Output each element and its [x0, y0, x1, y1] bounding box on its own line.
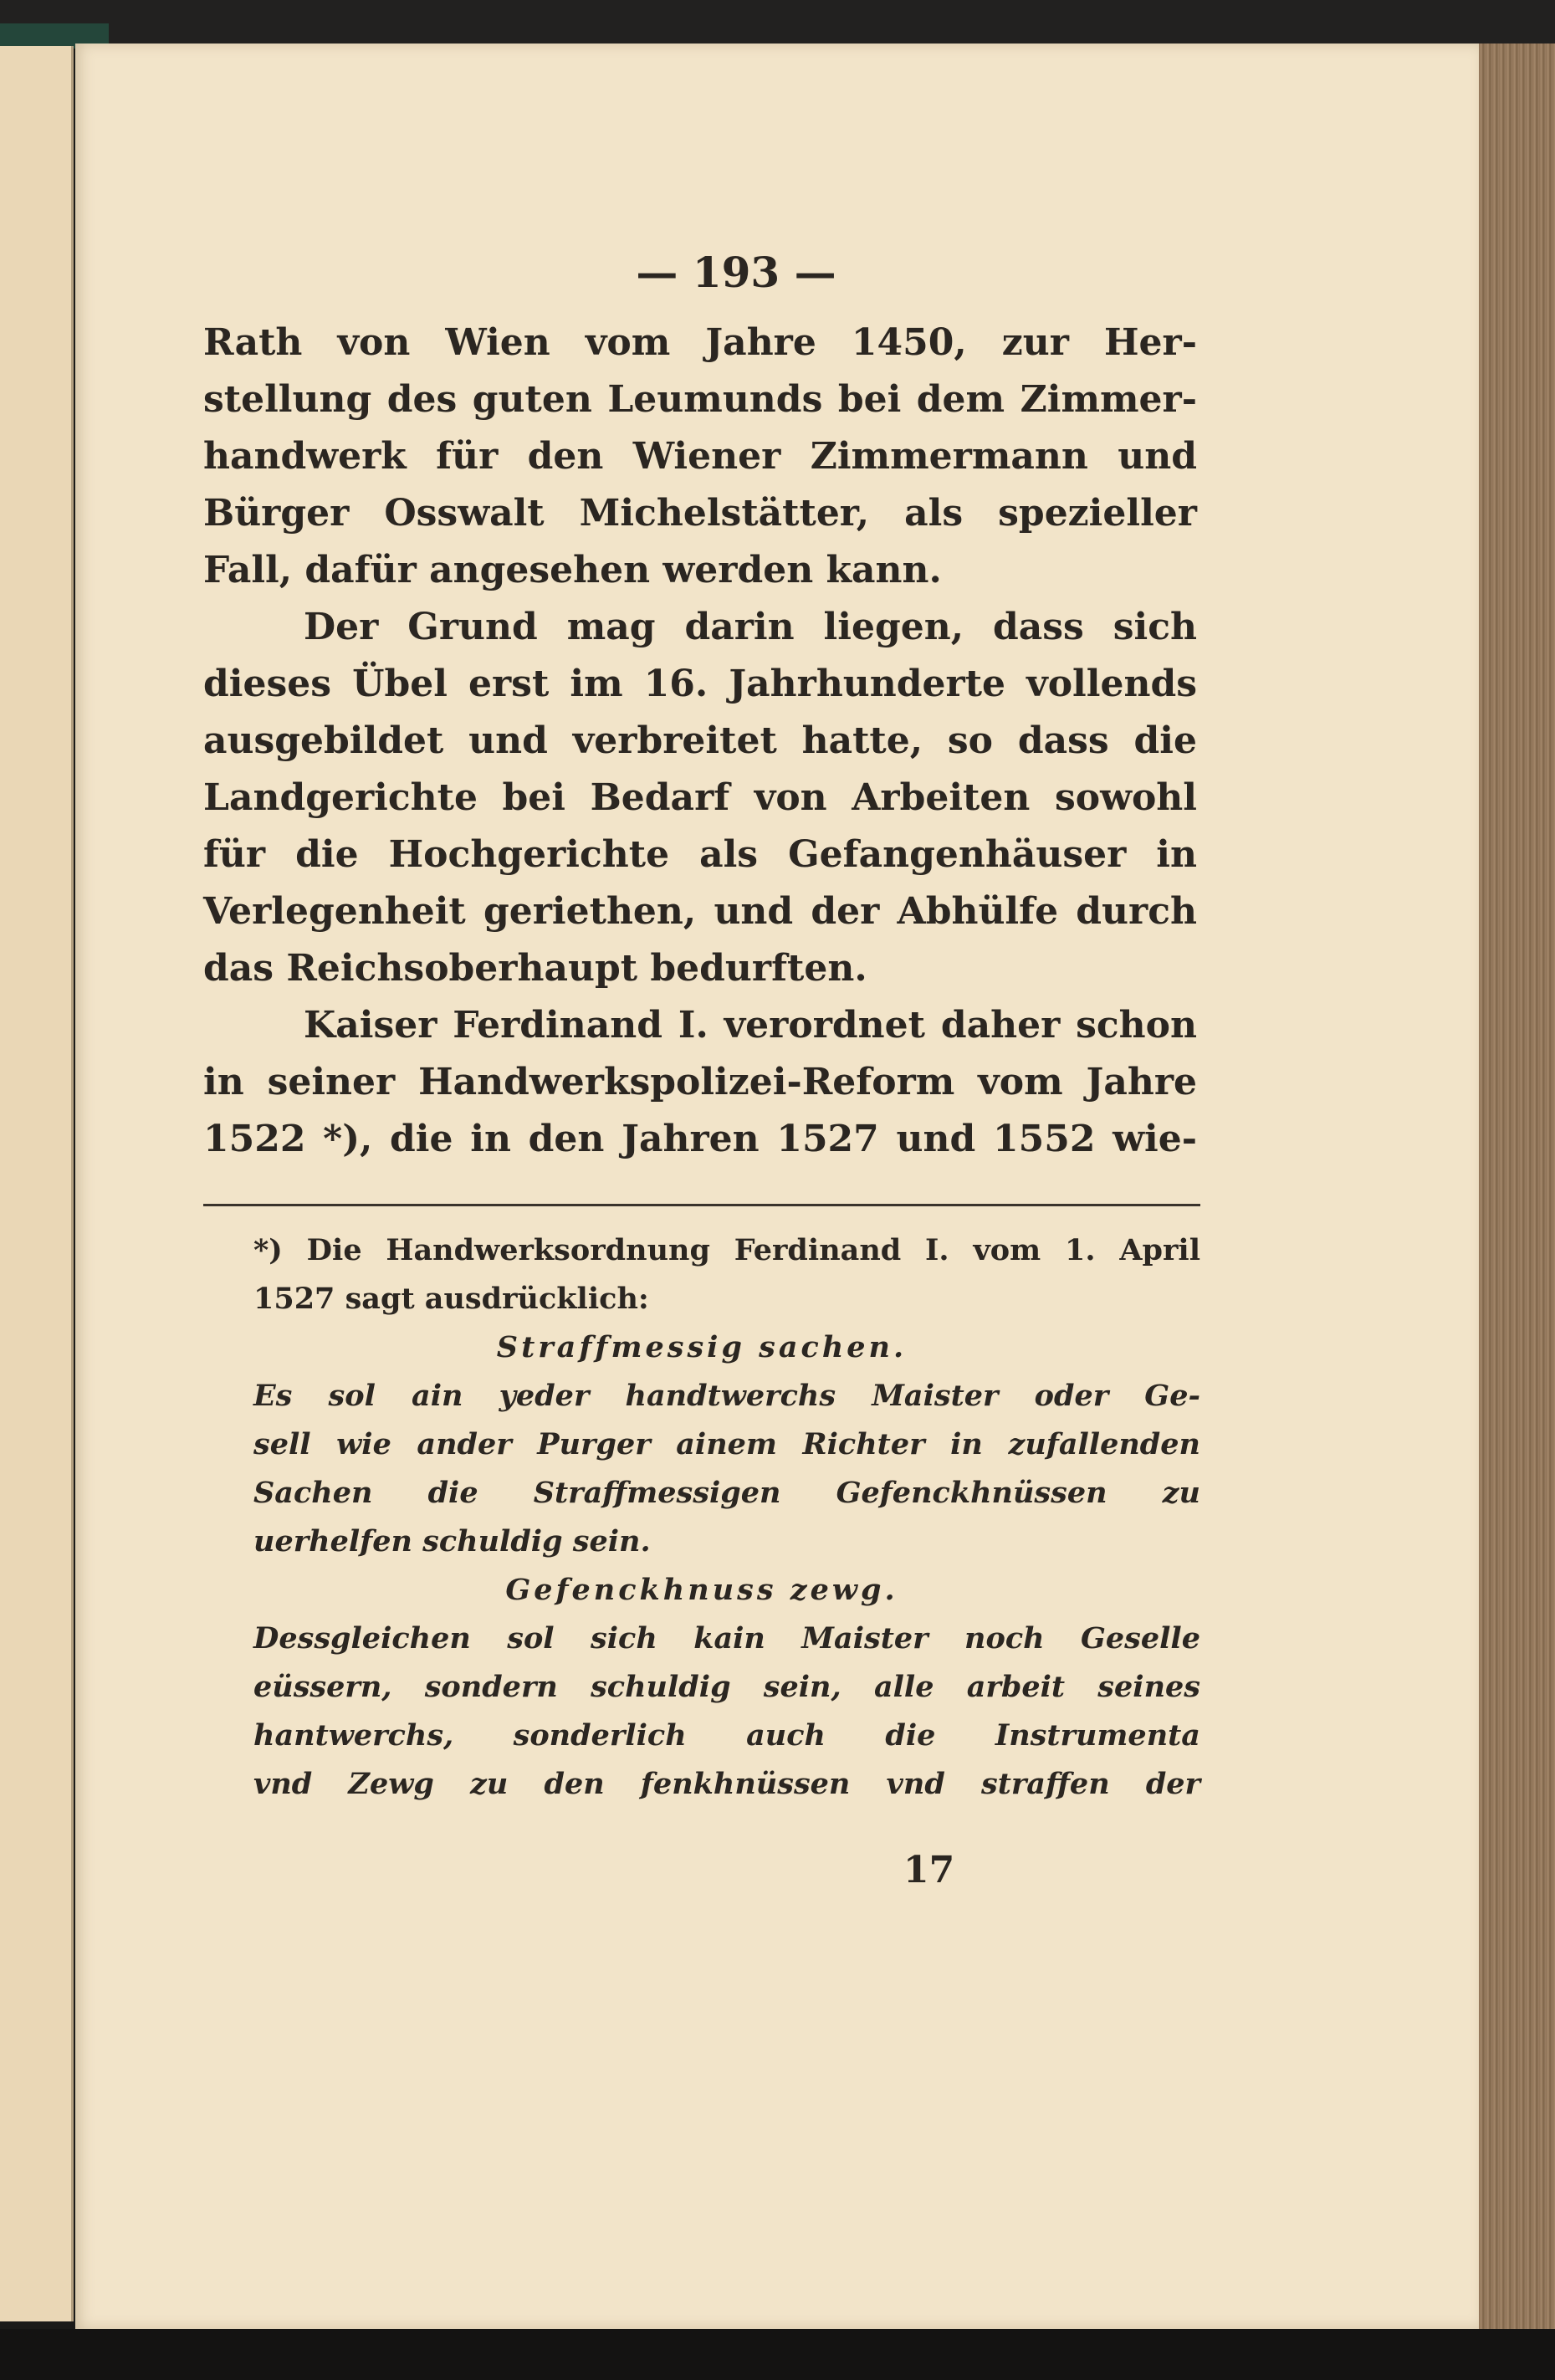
text-line: Fall, dafür angesehen werden kann.: [203, 549, 942, 591]
footnote-divider: [203, 1204, 1200, 1206]
footnote-intro-line: *) Die Handwerksordnung Ferdinand I. vom 1. April: [253, 1233, 1200, 1267]
text-line: in seiner Handwerkspolizei-Reform vom Jahre: [203, 1061, 1197, 1103]
page-number-header: — 193 —: [636, 248, 836, 297]
footnote-text-line: Dessgleichen sol sich kain Maister noch Geselle: [253, 1621, 1200, 1656]
scanner-background-top: [0, 0, 1555, 44]
footnote-heading: Gefenckhnuss zewg.: [505, 1573, 898, 1607]
text-line: Landgerichte bei Bedarf von Arbeiten sowohl: [203, 776, 1197, 819]
text-line: Verlegenheit geriethen, und der Abhülfe durch: [203, 890, 1197, 933]
text-line: Kaiser Ferdinand I. verordnet daher schon: [304, 1004, 1197, 1047]
footnote-text-line: eüssern, sondern schuldig sein, alle arbeit seines: [253, 1670, 1200, 1704]
footnote-intro-line: 1527 sagt ausdrücklich:: [253, 1282, 649, 1316]
footnote: [203, 1226, 1200, 1809]
signature-mark: 17: [903, 1849, 955, 1891]
text-line: 1522 *), die in den Jahren 1527 und 1552 wie-: [203, 1118, 1197, 1160]
text-line: stellung des guten Leumunds bei dem Zimmer-: [203, 378, 1197, 421]
scanner-background-bottom: [0, 2329, 1555, 2380]
text-line: Bürger Osswalt Michelstätter, als spezieller: [203, 492, 1197, 535]
text-line: handwerk für den Wiener Zimmermann und: [203, 435, 1197, 478]
footnote-text-line: Sachen die Straffmessigen Gefenckhnüssen zu: [253, 1476, 1200, 1510]
text-line: ausgebildet und verbreitet hatte, so dass die: [203, 719, 1197, 762]
text-line: Rath von Wien vom Jahre 1450, zur Her-: [203, 321, 1197, 364]
footnote-text-line: vnd Zewg zu den fenkhnüssen vnd straffen der: [253, 1767, 1200, 1801]
footnote-text-line: uerhelfen schuldig sein.: [253, 1524, 651, 1559]
footnote-text-line: sell wie ander Purger ainem Richter in zufallenden: [253, 1427, 1200, 1461]
text-line: Der Grund mag darin liegen, dass sich: [304, 606, 1197, 648]
main-text: [203, 315, 1197, 1168]
text-line: das Reichsoberhaupt bedurften.: [203, 947, 867, 990]
footnote-heading: Straffmessig sachen.: [496, 1330, 908, 1364]
page-stack-edge: [1479, 44, 1555, 2336]
text-line: dieses Übel erst im 16. Jahrhunderte vollends: [203, 663, 1197, 705]
footnote-text-line: hantwerchs, sonderlich auch die Instrumenta: [253, 1718, 1200, 1753]
footnote-text-line: Es sol ain yeder handtwerchs Maister oder Ge-: [253, 1379, 1200, 1413]
previous-page-edge: [0, 46, 74, 2321]
text-line: für die Hochgerichte als Gefangenhäuser in: [203, 833, 1197, 876]
